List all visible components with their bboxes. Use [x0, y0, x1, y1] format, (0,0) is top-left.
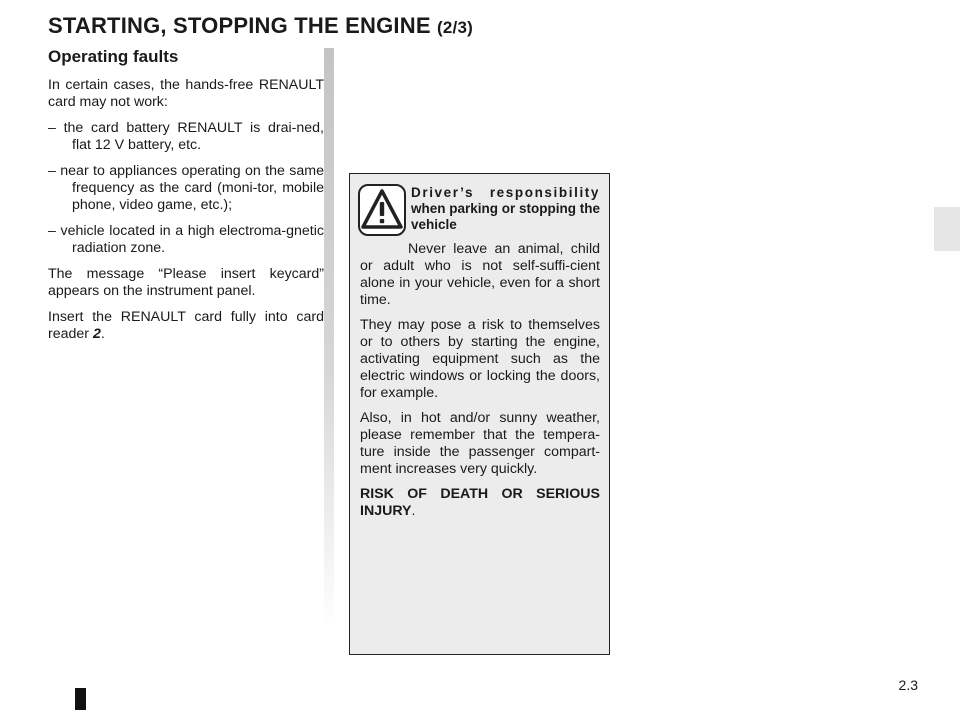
- operating-faults-section: [48, 48, 324, 352]
- faults-list: [48, 120, 324, 257]
- warning-box: [349, 173, 610, 655]
- intro-text: In certain cases, the hands-free RENAULT card may not work:: [48, 77, 324, 110]
- reader-reference: 2: [92, 326, 101, 342]
- warning-paragraph: Never leave an animal, child or adult who is not self-suffi-cient alone in your vehicle, even for a short time.: [360, 241, 600, 308]
- risk-bold: RISK OF DEATH OR SERIOUS INJURY: [360, 486, 600, 519]
- warning-title-line2: when parking or stopping the vehicle: [411, 201, 600, 232]
- page-title-text: STARTING, STOPPING THE ENGINE: [48, 13, 431, 38]
- message-text: The message “Please insert keycard” appears on the instrument panel.: [48, 266, 324, 299]
- page-title: [48, 13, 473, 39]
- chapter-tab: [934, 207, 960, 251]
- page-part: (2/3): [437, 18, 473, 37]
- list-item: – near to appliances operating on the same frequency as the card (moni-tor, mobile phone, video game, etc.);: [48, 163, 324, 213]
- insert-card-instruction: Insert the RENAULT card fully into card reader: [48, 309, 324, 342]
- column-divider: [324, 48, 334, 628]
- warning-title-line1: Driver’s responsibility: [411, 185, 600, 200]
- insert-card-end: .: [100, 326, 105, 342]
- page-number: 2.3: [898, 677, 918, 693]
- risk-end: .: [411, 503, 416, 519]
- risk-text: [360, 486, 600, 520]
- warning-triangle-icon: [358, 184, 406, 236]
- list-item: – vehicle located in a high electroma-gnetic radiation zone.: [48, 223, 324, 256]
- insert-card-text: [48, 309, 324, 343]
- warning-paragraph: Also, in hot and/or sunny weather, please remember that the tempera-ture inside the passenger compart-ment increases very quickly.: [360, 410, 600, 477]
- warning-paragraph: They may pose a risk to themselves or to others by starting the engine, activating equipment such as the electric windows or locking the doors, for example.: [360, 317, 600, 401]
- list-item: – the card battery RENAULT is drai-ned, flat 12 V battery, etc.: [48, 120, 324, 153]
- section-heading: Operating faults: [48, 47, 179, 66]
- warning-title: [411, 185, 600, 233]
- corner-mark: [75, 688, 86, 710]
